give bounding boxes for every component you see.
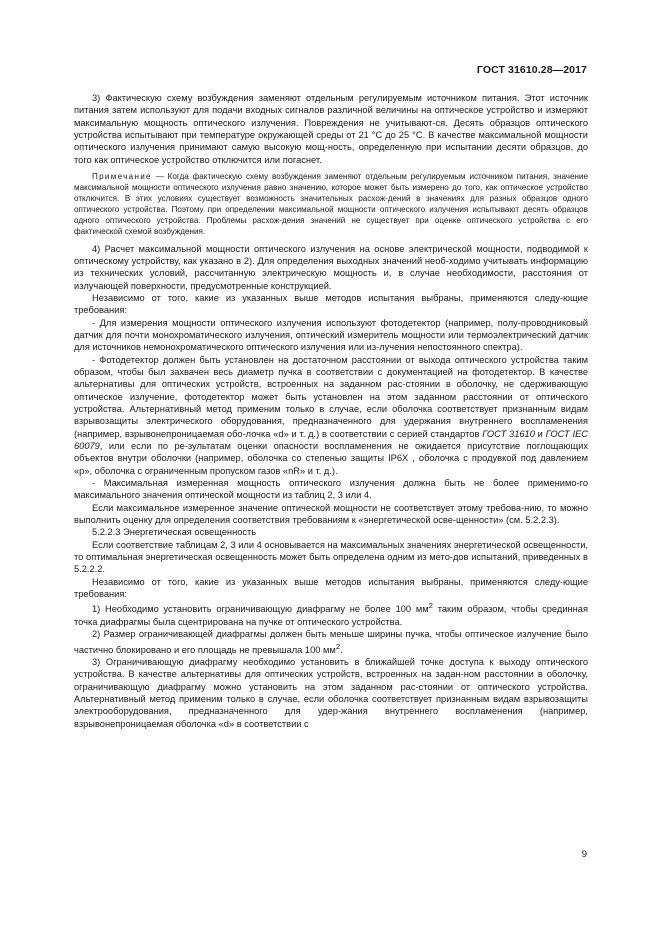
paragraph-irradiance-tables: Если соответствие таблицам 2, 3 или 4 основывается на максимальных значениях энергетической освещенности, то оптимальная энергетическая освещенность может быть определена одним из мето-дов испытаний, приведенных в 5.2.2.2.: [74, 539, 588, 575]
standard-ref-gost-31610: ГОСТ 31610: [482, 428, 535, 439]
aperture-2-text-a: 2) Размер ограничивающей диафрагмы должен быть меньше ширины пучка, чтобы оптическое излучение было частично блокировано и его площадь не превышала 100 мм: [74, 629, 588, 655]
superscript: 2: [428, 601, 433, 611]
paragraph-aperture-3: 3) Ограничивающую диафрагму необходимо установить в ближайшей точке доступа к выходу оптического устройства. В качестве альтернативы для оптических устройств, встроенных на задан-ном расстоянии в оболочку, ограничивающую диафрагму можно установить на этом заданном рас-стоянии от оптического устройства. Альтернативный метод применим только в случае, если оболочка соответствует признанным видам взрывозащиты электрооборудования, предназначенного для удер-жания внутреннего воспламенения (например, взрывонепроницаемая оболочка «d» в соответствии с: [74, 657, 588, 729]
page-number: 9: [581, 849, 587, 860]
paragraph-noncompliance: Если максимальное измеренное значение оптической мощности не соответствует этому требова-нию, то можно выполнить оценку для определения соответствия требованиям к «энергетической осве-щенности» (см. 5.2.2.3).: [74, 502, 588, 526]
paragraph-max-power: - Максимальная измеренная мощность оптического излучения должна быть не более применимо-го максимального значения оптической мощности из таблиц 2, 3 или 4.: [74, 478, 588, 501]
note-text: — Когда фактическую схему возбуждения заменяют отдельным регулируемым источником питания, значение максимальной мощности оптического излучения равно значению, которое может быть измерено до того, как оптическое устройство отключится. В этих условиях существует возможность значительных расхож-дений в значениях для разных образцов одного оптического устройства. Поэтому при определении максимальной мощности оптического излучения испытывают десять образцов одного оптического устройства. Проблемы расхож-дения значений не существует при оценке оптического устройства с его фактической схемой возбуждения.: [74, 172, 588, 236]
paragraph-requirements-intro: Независимо от того, какие из указанных выше методов испытания выбраны, применяются следу-ющие требования:: [74, 292, 588, 316]
paragraph-method-3: 3) Фактическую схему возбуждения заменяют отдельным регулируемым источником питания. Этот источник питания затем используют для подачи входных сигналов различной величины на оптическое устройство и измеряют максимальную мощность оптического излучения. Повреждения не учитывают-ся. Десять образцов оптического устройства испытывают при температуре окружающей среды от 21 °С до 25 °С. В качестве максимальной мощности оптического излучения принимают самую высокую мощ-ность, определенную при испытании десяти образцов, до того как оптическое устройство отключится или погаснет.: [74, 93, 588, 165]
superscript: 2: [335, 641, 341, 651]
paragraph-method-4: 4) Расчет максимальной мощности оптического излучения на основе электрической мощности, подводимой к оптическому устройству, как указано в 2). Для определения выходных значений необ-ходимо учитывать информацию из технических условий, рассчитанную электрическую мощность и, в случае необходимости, расстояния от излучающей поверхности, предусмотренные конструкцией.: [74, 243, 588, 291]
paragraph-photodetector-use: - Для измерения мощности оптического излучения используют фотодетектор (например, полу-проводниковый датчик для почти монохроматического излучения, оптический измеритель мощности или термоэлектрический датчик для источников немонохроматического оптического излучения или из-лучения непостоянного спектра).: [74, 317, 588, 353]
note-label: Примечание: [92, 172, 152, 182]
paragraph-photodetector-position-part1: - Фотодетектор должен быть установлен на достаточном расстоянии от выхода оптического устройства таким образом, чтобы был захвачен весь диаметр пучка в соответствии с документацией на фотодетектор. В качестве альтернативы для оптических устройств, встроенных на заданном рас-стоянии в оболочку, не сдерживающую оптическое излучение, фотодетектор может быть установлен на этом заданном расстоянии от оптического устройства. Альтернативный метод применим только в случае, если оболочка соответствует признанным видам взрывозащиты электрического оборудования, предназначенного для удержания внутреннего воспламенения (например, взрывонепроницаемая обо-лочка «d» и т. д.) в соответствии с серией стандартов: [74, 354, 588, 439]
paragraph-photodetector-position-part2: , или если по ре-зультатам оценки опасности воспламенения не ожидается присутствие поглощающих объектов внутри оболочки (например, оболочка со степенью защиты IP6X , оболочка с продувкой под давлением «р», оболочка с ограниченным пропуском газов «nR» и т. д.).: [74, 441, 588, 476]
paragraph-photodetector-position: [74, 354, 588, 477]
aperture-2-text-b: .: [340, 644, 343, 655]
standard-ref-gost-iec-60079: ГОСТ IEC 60079: [74, 428, 588, 451]
aperture-1-text-a: 1) Необходимо установить ограничивающую диафрагму не более 100 мм: [92, 604, 429, 615]
document-header: ГОСТ 31610.28—2017: [476, 64, 587, 76]
paragraph-requirements-intro-2: Независимо от того, какие из указанных выше методов испытания выбраны, применяются следу-ющие требования:: [74, 576, 588, 600]
paragraph-aperture-2: [74, 628, 588, 656]
section-heading-5-2-2-3: 5.2.2.3 Энергетическая освещенность: [92, 527, 257, 538]
note-paragraph: [74, 172, 588, 237]
aperture-1-text-b: таким образом, чтобы срединная точка диафрагмы была сцентрирована на пучке от оптического устройства.: [74, 604, 588, 627]
document-body: [74, 92, 588, 730]
paragraph-aperture-1: [74, 600, 588, 628]
conjunction: и: [534, 428, 546, 439]
